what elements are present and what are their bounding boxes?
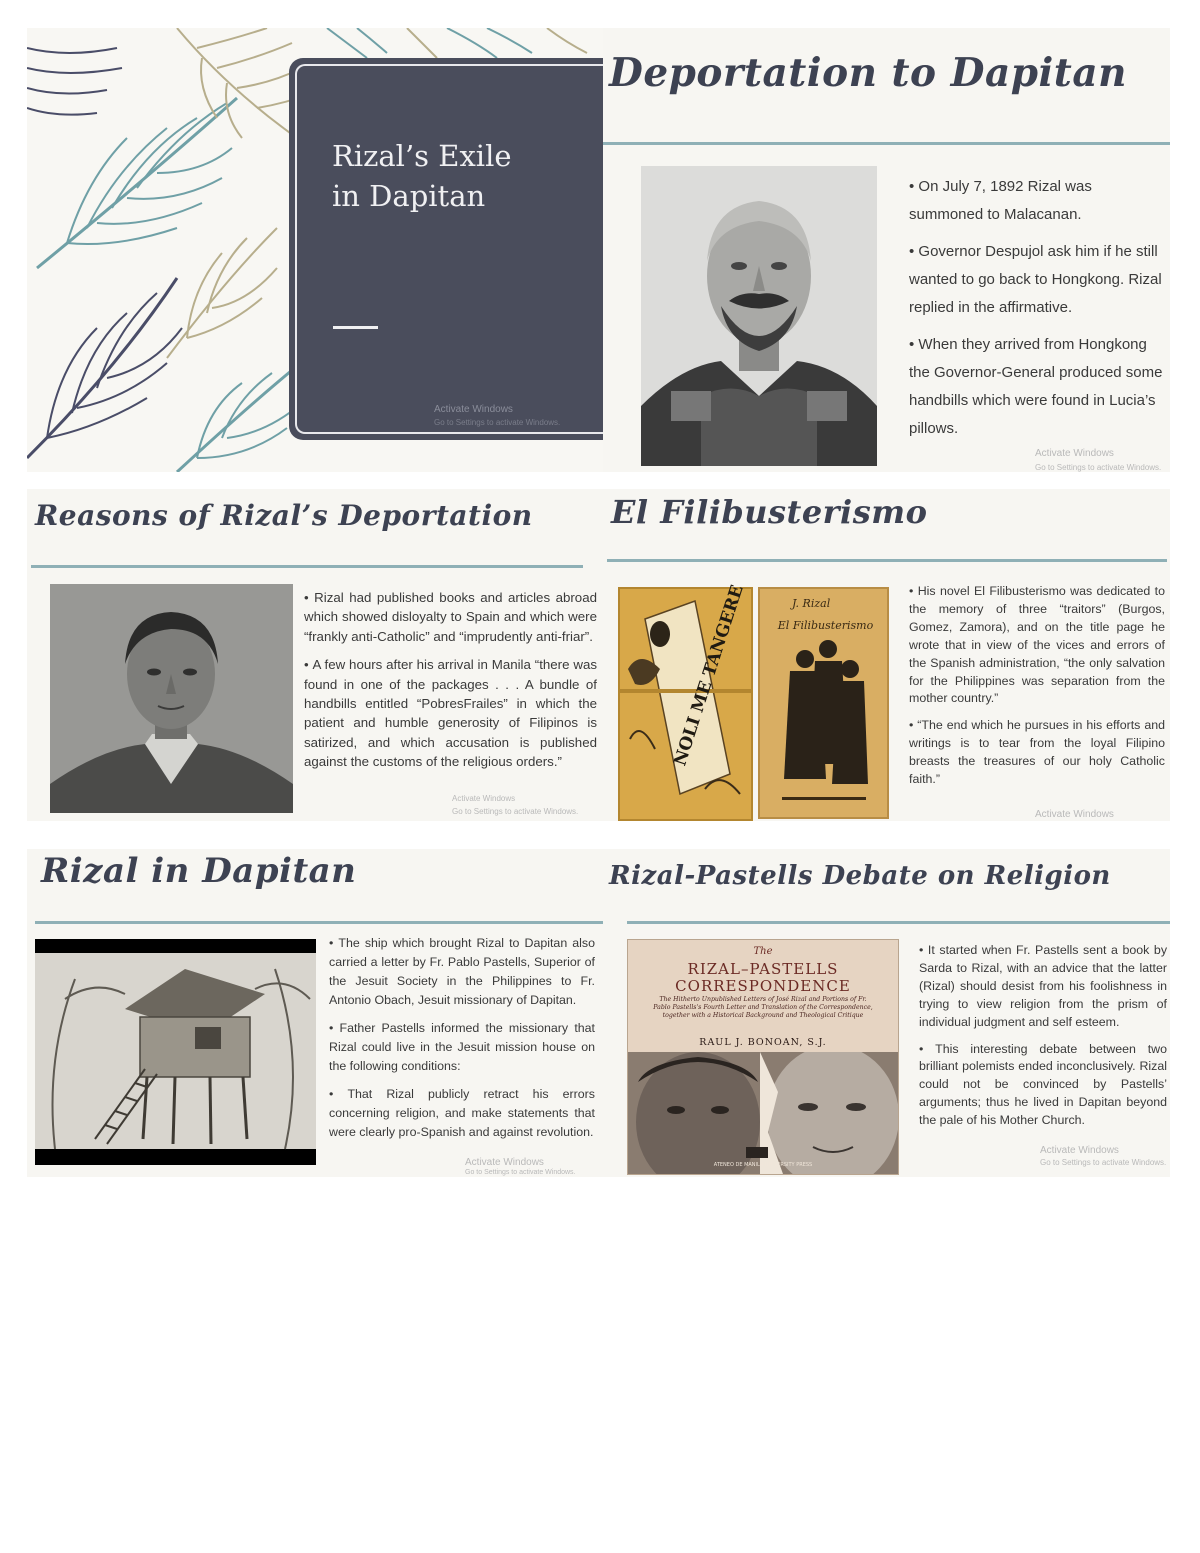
bullet-list: [909, 583, 1165, 798]
fili-book-title: El Filibusterismo: [777, 619, 874, 632]
slide-rizal-pastells-debate: [603, 849, 1170, 1177]
title-divider: [607, 559, 1167, 562]
book-the: The: [753, 946, 773, 957]
bullet-item: • This interesting debate between two brilliant polemists ended inconclusively. Rizal could not be convinced by Pastells’ arguments; thus he lived in Dapitan beyond the pale of his Mother Church.: [919, 1041, 1167, 1131]
windows-watermark: Activate Windows: [452, 794, 516, 803]
governor-despujol-portrait: [641, 166, 877, 466]
noli-me-tangere-book-cover: [618, 582, 753, 821]
slide-rizal-in-dapitan: [27, 849, 603, 1177]
bullet-item: • Father Pastells informed the missionary that Rizal could live in the Jesuit mission house on the following conditions:: [329, 1019, 595, 1076]
slide-title: Deportation to Dapitan: [609, 50, 1127, 96]
title-divider: [603, 142, 1170, 145]
windows-watermark-sub: Go to Settings to activate Windows.: [1035, 463, 1162, 472]
el-filibusterismo-book-cover: [758, 587, 889, 819]
slide-title: Rizal-Pastells Debate on Religion: [609, 861, 1111, 891]
slide-title: Rizal’s Exile in Dapitan: [332, 139, 512, 213]
windows-watermark-sub: Go to Settings to activate Windows.: [434, 418, 561, 427]
bullet-item: • A few hours after his arrival in Manila “there was found in one of the packages . . . A bundle of handbills entitled “PobresFrailes” in which the patient and humble generosity of Filipinos is satirized, and which accusation is published against the customs of the religious orders.”: [304, 655, 597, 771]
bullet-item: • When they arrived from Hongkong the Governor-General produced some handbills which were found in Lucia’s pillows.: [909, 331, 1167, 443]
book-title-line2: CORRESPONDENCE: [675, 977, 851, 995]
book-author: RAUL J. BONOAN, S.J.: [699, 1037, 827, 1048]
slide-deportation-to-dapitan: [603, 28, 1170, 472]
windows-watermark: Activate Windows: [1035, 448, 1114, 459]
dapitan-house-photo: [35, 939, 316, 1165]
bullet-item: • His novel El Filibusterismo was dedicated to the memory of three “traitors” (Burgos, Gomez, Zamora), and on the title page he wrote that in view of the vices and errors of the Spanish administration, “the only salvation for the Philippines was separation from the mother country.”: [909, 583, 1165, 708]
windows-watermark: Activate Windows: [1035, 809, 1114, 820]
title-accent-bar: [333, 326, 378, 329]
book-subtitle: The Hitherto Unpublished Letters of José Rizal and Portions of Fr. Pablo Pastells's Fourth Letter and Translation of the Correspondence, together with a Historical Background and Theological Critique: [653, 996, 873, 1019]
bullet-item: • “The end which he pursues in his efforts and writings is to tear from the loyal Filipino breasts the treasures of our holy Catholic faith.”: [909, 717, 1165, 789]
bullet-list: [909, 173, 1167, 452]
windows-watermark: Activate Windows: [1040, 1145, 1119, 1156]
rizal-pastells-correspondence-book-cover: [627, 939, 899, 1175]
windows-watermark: Activate Windows: [465, 1157, 544, 1168]
bullet-item: • It started when Fr. Pastells sent a book by Sarda to Rizal, with an advice that the latter (Rizal) should desist from his foolishness in trying to view religion from the prism of individual judgment and self esteem.: [919, 942, 1167, 1032]
bullet-item: • That Rizal publicly retract his errors concerning religion, and make statements that were clearly pro-Spanish and against revolution.: [329, 1085, 595, 1142]
fili-book-author: J. Rizal: [792, 597, 831, 610]
windows-watermark-sub: Go to Settings to activate Windows.: [452, 807, 579, 816]
book-title-line1: RIZAL–PASTELLS: [687, 960, 839, 978]
title-divider: [35, 921, 603, 924]
bullet-item: • Governor Despujol ask him if he still wanted to go back to Hongkong. Rizal replied in the affirmative.: [909, 238, 1167, 322]
book-publisher: ATENEO DE MANILA UNIVERSITY PRESS: [713, 1162, 813, 1168]
slide-title: Reasons of Rizal’s Deportation: [35, 499, 533, 532]
slide-title: Rizal in Dapitan: [41, 851, 357, 891]
bullet-item: • The ship which brought Rizal to Dapitan also carried a letter by Fr. Pablo Pastells, Superior of the Jesuit Society in the Philippines to Fr. Antonio Obach, Jesuit missionary of Dapitan.: [329, 934, 595, 1010]
bullet-item: • On July 7, 1892 Rizal was summoned to Malacanan.: [909, 173, 1167, 229]
slide-title: El Filibusterismo: [611, 493, 928, 531]
jose-rizal-portrait: [50, 584, 293, 813]
windows-watermark: Activate Windows: [434, 404, 513, 415]
windows-watermark-sub: Go to Settings to activate Windows.: [1040, 1158, 1167, 1167]
slide-reasons-of-deportation: [27, 489, 603, 821]
slide-title-rizals-exile: [27, 28, 603, 472]
bullet-list: [919, 942, 1167, 1139]
book-cover-faces: [628, 1052, 898, 1174]
title-divider: [627, 921, 1170, 924]
slide-el-filibusterismo: [603, 489, 1170, 821]
title-divider: [31, 565, 583, 568]
windows-watermark-sub: Go to Settings to activate Windows.: [465, 1169, 576, 1176]
bullet-list: [329, 934, 595, 1151]
bullet-list: [304, 588, 597, 781]
bullet-item: • Rizal had published books and articles abroad which showed disloyalty to Spain and which were “frankly anti-Catholic” and “imprudently anti-friar”.: [304, 588, 597, 646]
title-box-inner-border: [295, 64, 603, 434]
title-box: [289, 58, 603, 440]
noli-book-title: NOLI ME TANGERE: [670, 582, 748, 769]
